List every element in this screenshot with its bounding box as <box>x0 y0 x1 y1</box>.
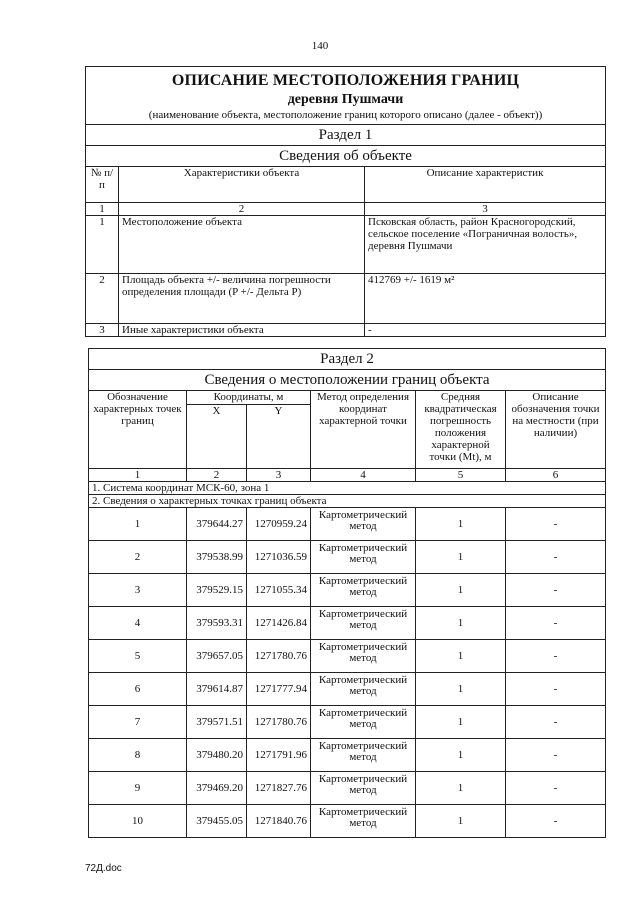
point-accuracy: 1 <box>416 805 506 838</box>
point-y: 1270959.24 <box>247 508 311 541</box>
point-y: 1271780.76 <box>247 640 311 673</box>
point-method: Картометрический метод <box>311 673 416 706</box>
point-location: - <box>506 574 606 607</box>
row-characteristic: Местоположение объекта <box>119 216 365 274</box>
point-accuracy: 1 <box>416 706 506 739</box>
point-accuracy: 1 <box>416 640 506 673</box>
point-accuracy: 1 <box>416 541 506 574</box>
point-x: 379469.20 <box>187 772 247 805</box>
section1-title: Раздел 1 <box>86 125 606 146</box>
point-x: 379571.51 <box>187 706 247 739</box>
header-characteristics: Характеристики объекта <box>119 167 365 203</box>
point-y: 1271426.84 <box>247 607 311 640</box>
table-row <box>86 216 606 274</box>
point-location: - <box>506 673 606 706</box>
section2-subtitle: Сведения о местоположении границ объекта <box>89 370 606 391</box>
point-id: 10 <box>89 805 187 838</box>
table-row <box>89 673 606 706</box>
point-location: - <box>506 640 606 673</box>
header-num: № п/п <box>86 167 119 203</box>
point-accuracy: 1 <box>416 739 506 772</box>
header-x: X <box>187 405 247 469</box>
point-location: - <box>506 772 606 805</box>
table-row <box>89 607 606 640</box>
table-row <box>89 508 606 541</box>
table-row <box>89 739 606 772</box>
point-y: 1271055.34 <box>247 574 311 607</box>
point-x: 379538.99 <box>187 541 247 574</box>
index-cell: 4 <box>311 469 416 482</box>
table-row <box>89 805 606 838</box>
point-location: - <box>506 607 606 640</box>
title-block <box>86 67 606 125</box>
point-location: - <box>506 739 606 772</box>
table-row <box>86 324 606 337</box>
document-title: ОПИСАНИЕ МЕСТОПОЛОЖЕНИЯ ГРАНИЦ <box>171 72 520 89</box>
point-x: 379593.31 <box>187 607 247 640</box>
point-x: 379480.20 <box>187 739 247 772</box>
header-method: Метод определения координат характерной точки <box>311 391 416 469</box>
point-id: 7 <box>89 706 187 739</box>
table-row <box>89 640 606 673</box>
section1-table <box>85 66 606 337</box>
point-method: Картометрический метод <box>311 640 416 673</box>
point-accuracy: 1 <box>416 772 506 805</box>
index-cell: 5 <box>416 469 506 482</box>
header-coords: Координаты, м <box>187 391 311 405</box>
point-y: 1271780.76 <box>247 706 311 739</box>
index-cell: 2 <box>187 469 247 482</box>
footer-filename: 72Д.doc <box>85 863 122 874</box>
table-row <box>89 772 606 805</box>
point-accuracy: 1 <box>416 607 506 640</box>
point-accuracy: 1 <box>416 508 506 541</box>
index-cell: 1 <box>86 203 119 216</box>
index-cell: 2 <box>119 203 365 216</box>
table-row <box>89 574 606 607</box>
point-x: 379657.05 <box>187 640 247 673</box>
row-description: - <box>365 324 606 337</box>
point-method: Картометрический метод <box>311 574 416 607</box>
point-id: 8 <box>89 739 187 772</box>
section2-title: Раздел 2 <box>89 349 606 370</box>
point-location: - <box>506 541 606 574</box>
header-accuracy: Средняя квадратическая погрешность положения характерной точки (Mt), м <box>416 391 506 469</box>
point-method: Картометрический метод <box>311 541 416 574</box>
table-row <box>86 274 606 324</box>
object-description: (наименование объекта, местоположение границ которого описано (далее - объект)) <box>148 109 543 121</box>
point-method: Картометрический метод <box>311 772 416 805</box>
index-cell: 3 <box>365 203 606 216</box>
table-row <box>89 706 606 739</box>
header-y: Y <box>247 405 311 469</box>
index-cell: 6 <box>506 469 606 482</box>
section1-subtitle: Сведения об объекте <box>86 146 606 167</box>
point-method: Картометрический метод <box>311 607 416 640</box>
object-name: деревня Пушмачи <box>287 92 404 107</box>
point-location: - <box>506 805 606 838</box>
point-y: 1271840.76 <box>247 805 311 838</box>
point-id: 6 <box>89 673 187 706</box>
section2-table <box>88 348 606 838</box>
point-id: 2 <box>89 541 187 574</box>
index-cell: 1 <box>89 469 187 482</box>
header-location: Описание обозначения точки на местности (при наличии) <box>506 391 606 469</box>
point-id: 4 <box>89 607 187 640</box>
point-accuracy: 1 <box>416 574 506 607</box>
point-y: 1271827.76 <box>247 772 311 805</box>
index-cell: 3 <box>247 469 311 482</box>
point-id: 1 <box>89 508 187 541</box>
header-description: Описание характеристик <box>365 167 606 203</box>
points-heading-row: 2. Сведения о характерных точках границ объекта <box>89 495 606 508</box>
row-num: 1 <box>86 216 119 274</box>
coordinate-system-row: 1. Система координат МСК-60, зона 1 <box>89 482 606 495</box>
row-num: 3 <box>86 324 119 337</box>
row-num: 2 <box>86 274 119 324</box>
row-characteristic: Иные характеристики объекта <box>119 324 365 337</box>
point-x: 379614.87 <box>187 673 247 706</box>
row-characteristic: Площадь объекта +/- величина погрешности определения площади (P +/- Дельта P) <box>119 274 365 324</box>
point-method: Картометрический метод <box>311 739 416 772</box>
point-y: 1271777.94 <box>247 673 311 706</box>
point-method: Картометрический метод <box>311 805 416 838</box>
page-number: 140 <box>311 40 329 52</box>
table-row <box>89 541 606 574</box>
point-id: 5 <box>89 640 187 673</box>
point-x: 379455.05 <box>187 805 247 838</box>
points-body <box>89 508 606 838</box>
row-description: Псковская область, район Красногородский, сельское поселение «Пограничная волость», деревня Пушмачи <box>365 216 606 274</box>
point-location: - <box>506 508 606 541</box>
point-x: 379644.27 <box>187 508 247 541</box>
point-method: Картометрический метод <box>311 508 416 541</box>
point-id: 9 <box>89 772 187 805</box>
point-accuracy: 1 <box>416 673 506 706</box>
point-x: 379529.15 <box>187 574 247 607</box>
point-location: - <box>506 706 606 739</box>
point-y: 1271791.96 <box>247 739 311 772</box>
point-y: 1271036.59 <box>247 541 311 574</box>
row-description: 412769 +/- 1619 м² <box>365 274 606 324</box>
point-id: 3 <box>89 574 187 607</box>
point-method: Картометрический метод <box>311 706 416 739</box>
header-point: Обозначение характерных точек границ <box>89 391 187 469</box>
